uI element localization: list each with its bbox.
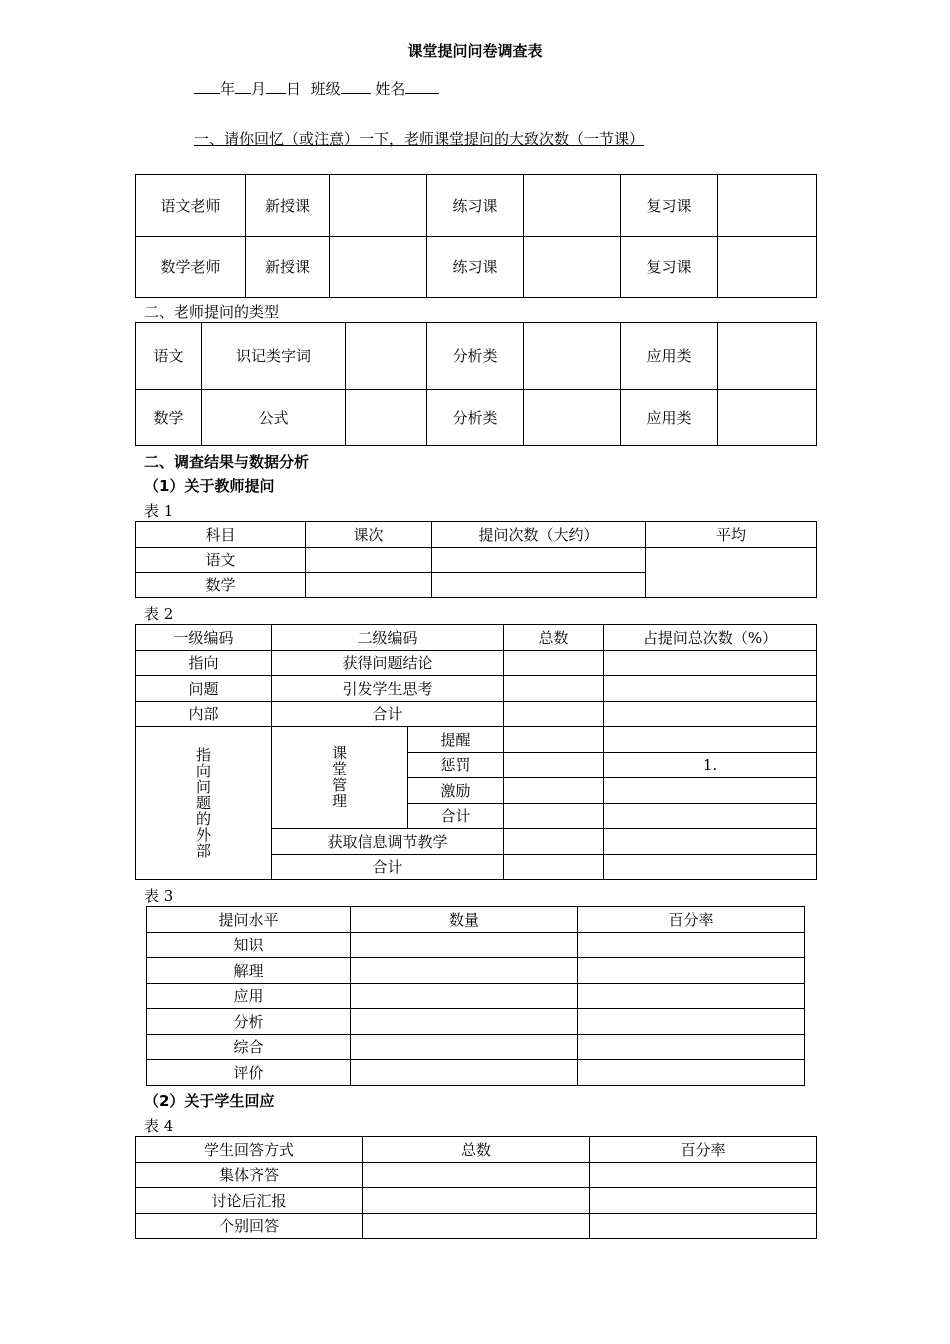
input-cell[interactable] (578, 1035, 805, 1060)
table-header-row (136, 1137, 817, 1163)
table-question-types (135, 322, 817, 446)
input-cell[interactable] (504, 702, 604, 727)
class-label: 班级 (310, 80, 341, 98)
subsection-2-heading: （2）关于学生回应 (144, 1092, 275, 1110)
day-blank[interactable] (266, 79, 286, 94)
column-header: 二级编码 (272, 625, 504, 651)
level-cell: 分析 (147, 1009, 351, 1035)
input-cell[interactable] (351, 958, 578, 984)
column-header: 学生回答方式 (136, 1137, 363, 1163)
table-4-caption: 表 4 (144, 1117, 174, 1135)
column-header: 提问水平 (147, 907, 351, 933)
year-blank[interactable] (194, 79, 220, 94)
input-cell[interactable] (604, 804, 817, 829)
type-cell: 分析类 (427, 390, 524, 446)
percent-cell[interactable]: 1. (604, 753, 817, 778)
table-4 (135, 1136, 817, 1239)
table-row (136, 237, 817, 298)
level-cell: 知识 (147, 933, 351, 958)
input-cell[interactable] (718, 390, 817, 446)
answer-mode-cell: 集体齐答 (136, 1163, 363, 1188)
table-header-row (147, 907, 805, 933)
input-cell[interactable] (504, 804, 604, 829)
average-cell[interactable] (646, 548, 817, 598)
input-cell[interactable] (590, 1188, 817, 1214)
input-cell[interactable] (351, 1060, 578, 1086)
table-row (147, 1035, 805, 1060)
name-blank[interactable] (405, 79, 439, 94)
table-row (147, 958, 805, 984)
input-cell[interactable] (306, 573, 432, 598)
input-cell[interactable] (363, 1214, 590, 1239)
level3-cell: 合计 (408, 804, 504, 829)
lesson-type-cell: 新授课 (246, 175, 330, 237)
column-header: 平均 (646, 522, 817, 548)
type-cell: 识记类字词 (202, 323, 346, 390)
input-cell[interactable] (504, 855, 604, 880)
table-3 (146, 906, 805, 1086)
table-row (136, 175, 817, 237)
lesson-type-cell: 练习课 (427, 175, 524, 237)
column-header: 科目 (136, 522, 306, 548)
input-cell[interactable] (346, 390, 427, 446)
table-row (136, 727, 817, 753)
input-cell[interactable] (524, 175, 621, 237)
name-label: 姓名 (375, 80, 406, 98)
table-row (147, 1060, 805, 1086)
input-cell[interactable] (578, 984, 805, 1009)
level2-cell: 获得问题结论 (272, 651, 504, 676)
table-row (147, 984, 805, 1009)
table-teacher-question-count (135, 174, 817, 298)
subject-cell: 数学 (136, 573, 306, 598)
question-1: 一、请你回忆（或注意）一下，老师课堂提问的大致次数（一节课） (194, 130, 645, 148)
section-2-heading: 二、调查结果与数据分析 (144, 453, 310, 471)
answer-mode-cell: 个别回答 (136, 1214, 363, 1239)
input-cell[interactable] (578, 958, 805, 984)
input-cell[interactable] (604, 855, 817, 880)
input-cell[interactable] (330, 175, 427, 237)
teacher-cell: 语文老师 (136, 175, 246, 237)
input-cell[interactable] (578, 1009, 805, 1035)
input-cell[interactable] (432, 573, 646, 598)
table-row (136, 390, 817, 446)
table-row (136, 548, 817, 573)
input-cell[interactable] (346, 323, 427, 390)
table-row (136, 676, 817, 702)
type-cell: 应用类 (621, 323, 718, 390)
table-row (147, 933, 805, 958)
level-cell: 解理 (147, 958, 351, 984)
table-2 (135, 624, 817, 880)
column-header: 一级编码 (136, 625, 272, 651)
input-cell[interactable] (504, 651, 604, 676)
input-cell[interactable] (604, 727, 817, 753)
subject-cell: 数学 (136, 390, 202, 446)
table-row (136, 1163, 817, 1188)
page-title: 课堂提问问卷调查表 (407, 42, 543, 60)
input-cell[interactable] (590, 1163, 817, 1188)
input-cell[interactable] (363, 1188, 590, 1214)
answer-mode-cell: 讨论后汇报 (136, 1188, 363, 1214)
level3-cell: 提醒 (408, 727, 504, 753)
input-cell[interactable] (363, 1163, 590, 1188)
subject-cell: 语文 (136, 323, 202, 390)
input-cell[interactable] (351, 1035, 578, 1060)
mgmt-label-text: 课堂管理 (331, 744, 347, 810)
table-row (147, 1009, 805, 1035)
month-blank[interactable] (235, 79, 251, 94)
input-cell[interactable] (604, 702, 817, 727)
input-cell[interactable] (718, 175, 817, 237)
level2-cell: 合计 (272, 855, 504, 880)
input-cell[interactable] (718, 323, 817, 390)
teacher-cell: 数学老师 (136, 237, 246, 298)
input-cell[interactable] (604, 778, 817, 804)
column-header: 占提问总次数（%） (604, 625, 817, 651)
input-cell[interactable] (504, 778, 604, 804)
level1-cell: 指向 (136, 651, 272, 676)
input-cell[interactable] (504, 676, 604, 702)
input-cell[interactable] (524, 390, 621, 446)
type-cell: 应用类 (621, 390, 718, 446)
input-cell[interactable] (351, 984, 578, 1009)
question-2: 二、老师提问的类型 (144, 303, 280, 321)
level1-cell: 问题 (136, 676, 272, 702)
input-cell[interactable] (578, 1060, 805, 1086)
input-cell[interactable] (306, 548, 432, 573)
column-header: 课次 (306, 522, 432, 548)
type-cell: 分析类 (427, 323, 524, 390)
table-1 (135, 521, 817, 598)
table-row (136, 1188, 817, 1214)
column-header: 数量 (351, 907, 578, 933)
input-cell[interactable] (330, 237, 427, 298)
level-cell: 综合 (147, 1035, 351, 1060)
lesson-type-cell: 复习课 (621, 237, 718, 298)
input-cell[interactable] (504, 727, 604, 753)
month-label: 月 (251, 80, 267, 98)
input-cell[interactable] (718, 237, 817, 298)
input-cell[interactable] (524, 323, 621, 390)
level2-cell: 合计 (272, 702, 504, 727)
level1-cell: 内部 (136, 702, 272, 727)
table-header-row (136, 625, 817, 651)
input-cell[interactable] (432, 548, 646, 573)
year-label: 年 (220, 80, 236, 98)
input-cell[interactable] (604, 651, 817, 676)
table-1-caption: 表 1 (144, 502, 174, 520)
input-cell[interactable] (604, 829, 817, 855)
lesson-type-cell: 复习课 (621, 175, 718, 237)
level2-cell: 引发学生思考 (272, 676, 504, 702)
input-cell[interactable] (351, 1009, 578, 1035)
lesson-type-cell: 练习课 (427, 237, 524, 298)
level-cell: 应用 (147, 984, 351, 1009)
level2-cell: 获取信息调节教学 (272, 829, 504, 855)
table-2-caption: 表 2 (144, 605, 174, 623)
column-header: 总数 (363, 1137, 590, 1163)
table-row (136, 1214, 817, 1239)
column-header: 百分率 (590, 1137, 817, 1163)
input-cell[interactable] (351, 933, 578, 958)
subsection-1-heading: （1）关于教师提问 (144, 477, 275, 495)
lesson-type-cell: 新授课 (246, 237, 330, 298)
table-row (136, 702, 817, 727)
level-cell: 评价 (147, 1060, 351, 1086)
class-blank[interactable] (341, 79, 371, 94)
column-header: 总数 (504, 625, 604, 651)
column-header: 提问次数（大约） (432, 522, 646, 548)
date-class-name-line (194, 78, 439, 99)
table-row (136, 323, 817, 390)
column-header: 百分率 (578, 907, 805, 933)
table-row (136, 651, 817, 676)
input-cell[interactable] (504, 753, 604, 778)
mgmt-label-cell (272, 727, 408, 829)
outer-label-text: 指向问题的外部 (195, 745, 211, 860)
input-cell[interactable] (590, 1214, 817, 1239)
input-cell[interactable] (604, 676, 817, 702)
table-header-row (136, 522, 817, 548)
day-label: 日 (286, 80, 302, 98)
level3-cell: 惩罚 (408, 753, 504, 778)
input-cell[interactable] (578, 933, 805, 958)
input-cell[interactable] (524, 237, 621, 298)
subject-cell: 语文 (136, 548, 306, 573)
type-cell: 公式 (202, 390, 346, 446)
table-3-caption: 表 3 (144, 887, 174, 905)
input-cell[interactable] (504, 829, 604, 855)
outer-label-cell (136, 727, 272, 880)
level3-cell: 激励 (408, 778, 504, 804)
